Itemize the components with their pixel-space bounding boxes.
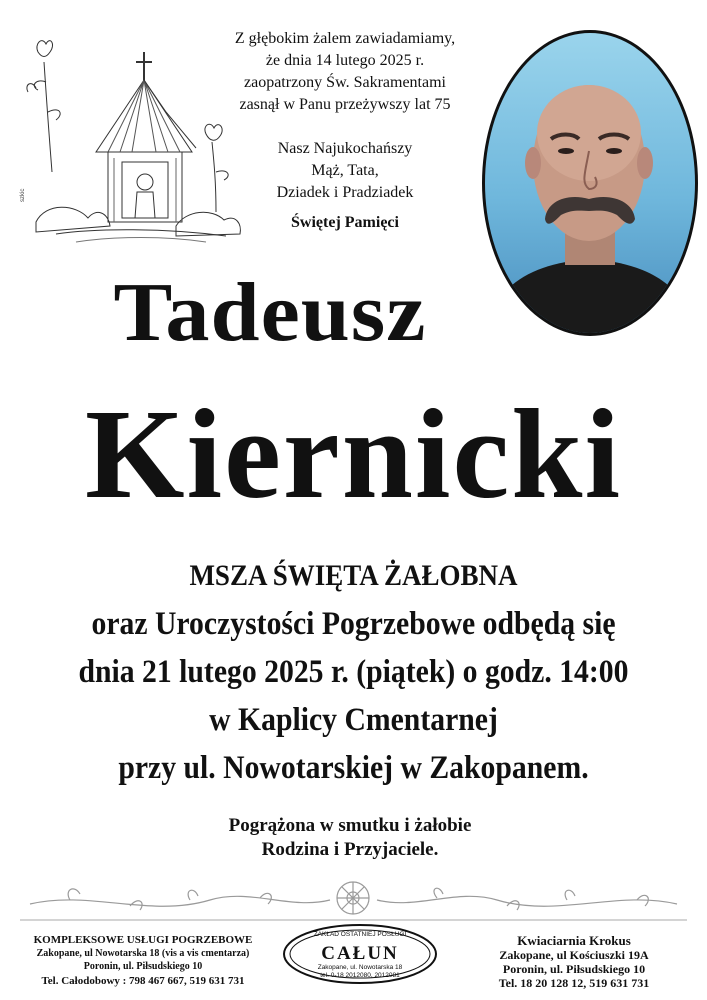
mass-title: MSZA ŚWIĘTA ŻAŁOBNA <box>189 559 518 592</box>
announcement-line: że dnia 14 lutego 2025 r. <box>265 52 425 69</box>
funeral-services-info <box>8 934 278 988</box>
announcement-line: Z głębokim żalem zawiadamiamy, <box>234 30 456 47</box>
florist-info <box>448 934 700 990</box>
announcement-line: zaopatrzony Św. Sakramentami <box>243 74 446 91</box>
family-line: Mąż, Tata, <box>311 162 379 179</box>
florist-heading: Kwiaciarnia Krokus <box>517 933 631 948</box>
svg-text:szkic: szkic <box>20 188 26 202</box>
memory-line: Świętej Pamięci <box>291 214 399 231</box>
family-line: Nasz Najukochańszy <box>277 140 413 157</box>
funeral-services-address: Zakopane, ul Nowotarska 18 (vis a vis cmentarza) <box>36 948 250 959</box>
funeral-services-heading: KOMPLEKSOWE USŁUGI POGRZEBOWE <box>33 934 253 946</box>
florist-address: Zakopane, ul Kościuszki 19A <box>499 948 649 962</box>
announcement-line: zasnął w Panu przeżywszy lat 75 <box>239 96 451 113</box>
florist-phone: Tel. 18 20 128 12, 519 631 731 <box>498 976 650 990</box>
chapel-sketch-illustration <box>16 22 246 250</box>
logo-phone: tel. 0-18 2012080, 2012081 <box>320 972 400 979</box>
first-name: Tadeusz <box>113 266 427 359</box>
mass-info <box>20 552 687 792</box>
funeral-services-address: Poronin, ul. Piłsudskiego 10 <box>83 961 203 972</box>
logo-address: Zakopane, ul. Nowotarska 18 <box>317 964 403 971</box>
mass-line: oraz Uroczystości Pogrzebowe odbędą się <box>91 606 616 642</box>
mass-line: w Kaplicy Cmentarnej <box>209 702 498 738</box>
last-name: Kiernicki <box>84 383 623 525</box>
mourners-line: Pogrążona w smutku i żałobie <box>228 815 472 836</box>
calun-logo <box>280 922 440 986</box>
portrait-photo <box>482 30 698 336</box>
portrait-figure <box>485 33 695 333</box>
family-line: Dziadek i Pradziadek <box>276 184 414 201</box>
florist-address: Poronin, ul. Piłsudskiego 10 <box>502 962 646 976</box>
logo-name: CAŁUN <box>321 943 399 964</box>
funeral-services-phone: Tel. Całodobowy : 798 467 667, 519 631 731 <box>41 975 245 987</box>
mass-line: dnia 21 lutego 2025 r. (piątek) o godz. 14:00 <box>78 654 629 690</box>
mass-line: przy ul. Nowotarskiej w Zakopanem. <box>118 750 589 786</box>
floral-ornament <box>10 870 697 930</box>
spacer <box>222 116 468 138</box>
mourners-line: Rodzina i Przyjaciele. <box>261 839 439 860</box>
announcement-block <box>222 28 468 234</box>
logo-arc-text: ZAKŁAD OSTATNIEJ POSŁUGI <box>313 931 407 938</box>
mourners <box>100 814 600 862</box>
